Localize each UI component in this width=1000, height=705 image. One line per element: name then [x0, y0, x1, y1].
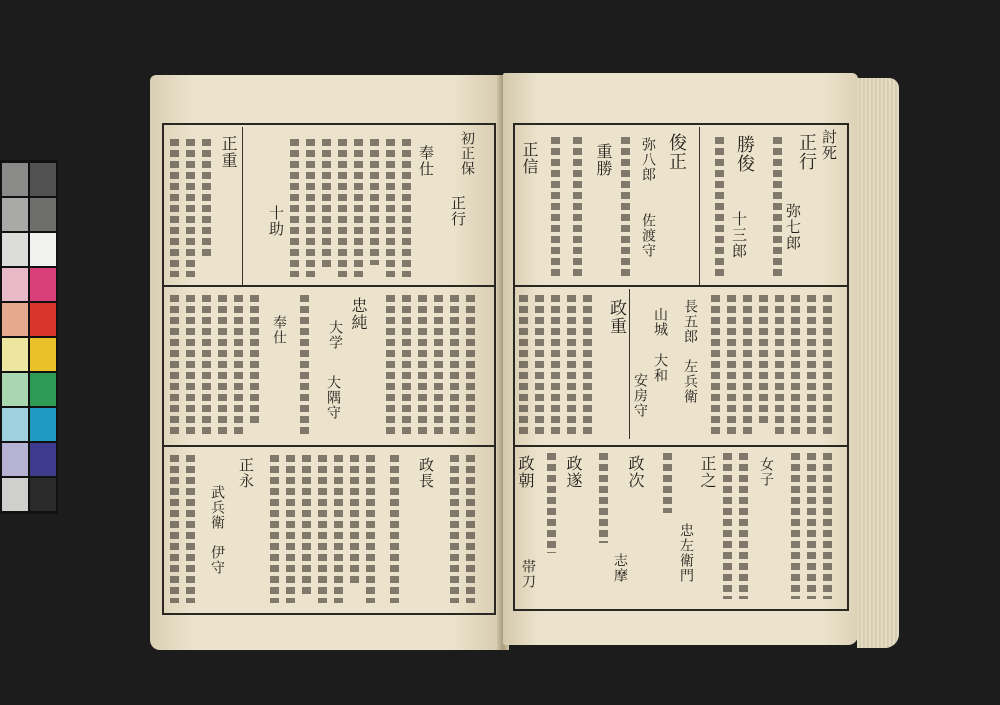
text-column: [715, 137, 724, 277]
name-entry: 伊守: [209, 545, 225, 575]
name-entry: 大隅守: [325, 375, 341, 420]
text-column: [519, 295, 528, 437]
checker-swatch: [30, 198, 56, 231]
name-entry: 正重: [219, 135, 238, 169]
text-column: [202, 139, 211, 259]
text-column: [773, 137, 782, 277]
divider: [162, 445, 496, 447]
text-column: [418, 295, 427, 437]
checker-swatch: [30, 303, 56, 336]
text-column: [370, 139, 379, 265]
name-entry: 十助: [267, 205, 285, 237]
column-rule: [242, 127, 243, 285]
text-column: [759, 295, 768, 425]
text-column: [551, 137, 560, 277]
name-entry: 女子: [758, 457, 774, 487]
name-entry: 忠純: [349, 297, 368, 331]
text-column: [302, 455, 311, 595]
text-column: [300, 295, 309, 437]
text-column: [402, 295, 411, 437]
name-entry: 十三郎: [730, 211, 748, 259]
text-column: [350, 455, 359, 583]
checker-swatch: [2, 373, 28, 406]
text-column: [170, 139, 179, 277]
name-entry: 帯刀: [520, 559, 536, 589]
text-column: [334, 455, 343, 603]
checker-swatch: [2, 198, 28, 231]
text-column: [186, 295, 195, 437]
text-column: [386, 139, 395, 277]
text-column: [466, 455, 475, 603]
text-column: [663, 453, 672, 513]
text-column: [823, 453, 832, 599]
checker-swatch: [2, 408, 28, 441]
name-entry: 奉仕: [271, 315, 287, 345]
name-entry: 武兵衛: [209, 485, 225, 530]
name-entry: 大和: [652, 353, 668, 383]
checker-swatch: [30, 373, 56, 406]
text-column: [218, 295, 227, 437]
name-entry: 正永: [237, 457, 255, 489]
text-column: [306, 139, 315, 277]
checker-swatch: [2, 233, 28, 266]
text-column: [386, 295, 395, 437]
color-checker-strip: [0, 160, 58, 514]
block-title: 初正保: [459, 131, 475, 176]
checker-swatch: [30, 478, 56, 511]
text-column: [390, 455, 399, 603]
text-column: [466, 295, 475, 437]
checker-swatch: [30, 443, 56, 476]
text-column: [366, 455, 375, 603]
text-column: [186, 139, 195, 277]
text-column: [450, 455, 459, 603]
text-column: [823, 295, 832, 437]
name-entry: 志摩: [612, 553, 628, 583]
text-column: [583, 295, 592, 437]
checker-swatch: [2, 163, 28, 196]
text-column: [573, 137, 582, 277]
text-column: [535, 295, 544, 437]
checker-swatch: [2, 268, 28, 301]
text-column: [234, 295, 243, 437]
name-entry: 俊正: [666, 133, 687, 171]
text-column: [727, 295, 736, 437]
text-column: [807, 295, 816, 437]
name-entry: 奉仕: [417, 145, 435, 177]
checker-swatch: [2, 303, 28, 336]
name-entry: 正行: [796, 133, 817, 171]
text-column: [739, 453, 748, 599]
checker-swatch: [2, 338, 28, 371]
checker-swatch: [2, 443, 28, 476]
text-column: [567, 295, 576, 437]
name-entry: 山城: [652, 307, 668, 337]
checker-swatch: [30, 408, 56, 441]
name-entry: 忠左衛門: [678, 523, 694, 583]
divider: [513, 285, 849, 287]
name-entry: 正行: [449, 195, 467, 227]
left-page: [150, 75, 505, 650]
text-column: [402, 139, 411, 277]
checker-swatch: [30, 163, 56, 196]
divider: [162, 285, 496, 287]
column-rule: [629, 289, 630, 439]
text-column: [723, 453, 732, 599]
checker-swatch: [30, 268, 56, 301]
name-entry: 討死: [820, 129, 838, 161]
text-column: [186, 455, 195, 603]
name-entry: 勝俊: [734, 135, 755, 173]
text-column: [434, 295, 443, 437]
open-book: [145, 70, 905, 660]
column-rule: [699, 127, 700, 285]
text-column: [290, 139, 299, 277]
text-column: [621, 137, 630, 277]
name-entry: 政朝: [516, 455, 535, 489]
name-entry: 重勝: [594, 143, 613, 177]
text-column: [551, 295, 560, 437]
text-column: [354, 139, 363, 277]
checker-swatch: [30, 338, 56, 371]
name-entry: 政長: [417, 457, 435, 489]
text-column: [202, 295, 211, 437]
text-column: [791, 295, 800, 437]
name-entry: 政次: [626, 455, 645, 489]
text-column: [807, 453, 816, 599]
name-entry: 長五郎: [682, 299, 698, 344]
text-column: [547, 453, 556, 553]
text-column: [775, 295, 784, 437]
text-column: [322, 139, 331, 269]
text-column: [450, 295, 459, 437]
text-column: [270, 455, 279, 603]
text-column: [286, 455, 295, 603]
name-entry: 安房守: [632, 373, 648, 418]
divider: [513, 445, 849, 447]
name-entry: 正信: [520, 141, 539, 175]
text-column: [711, 295, 720, 437]
page-edges: [857, 78, 899, 648]
text-column: [170, 455, 179, 603]
name-entry: 大学: [327, 320, 343, 350]
name-entry: 政重: [606, 299, 626, 335]
checker-swatch: [30, 233, 56, 266]
text-column: [743, 295, 752, 437]
name-entry: 政遂: [564, 455, 583, 489]
right-page: [503, 73, 858, 645]
text-column: [170, 295, 179, 437]
checker-swatch: [2, 478, 28, 511]
text-column: [250, 295, 259, 425]
text-column: [318, 455, 327, 603]
name-entry: 弥七郎: [784, 203, 802, 251]
text-column: [791, 453, 800, 599]
text-column: [599, 453, 608, 543]
text-column: [338, 139, 347, 277]
name-entry: 左兵衛: [682, 359, 698, 404]
name-entry: 弥八郎: [640, 137, 656, 182]
name-entry: 佐渡守: [640, 213, 656, 258]
name-entry: 正之: [698, 455, 717, 489]
